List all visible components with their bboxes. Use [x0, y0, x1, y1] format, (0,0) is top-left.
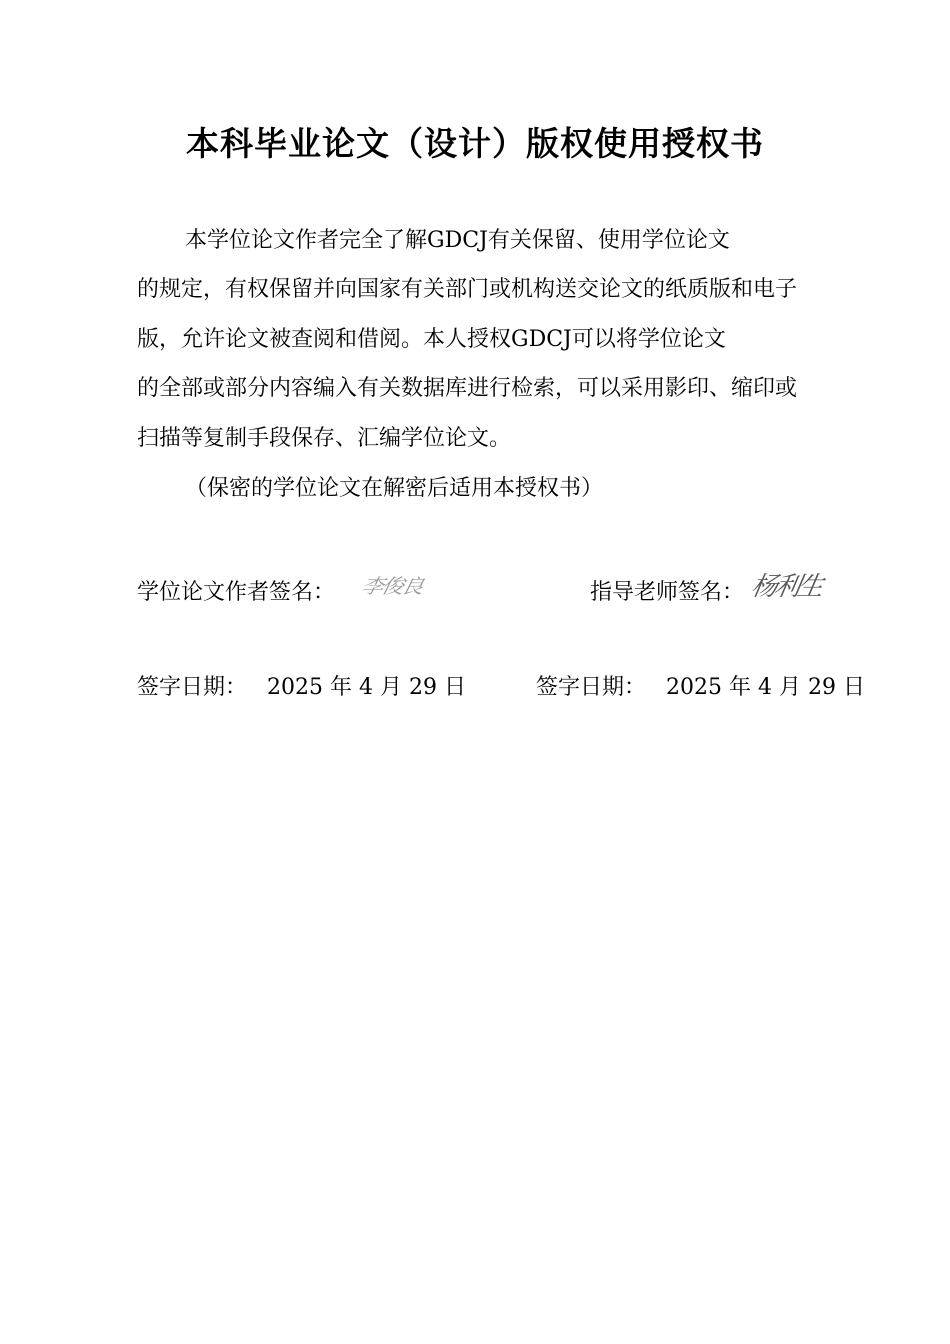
author-date-row — [137, 673, 466, 703]
body-paragraph-line-5: 扫描等复制手段保存、汇编学位论文。 — [137, 426, 512, 451]
confidential-note: （保密的学位论文在解密后适用本授权书） — [185, 476, 604, 501]
body-paragraph-line-3: 版，允许论文被查阅和借阅。本人授权GDCJ可以将学位论文 — [137, 327, 726, 352]
body-paragraph-line-1: 本学位论文作者完全了解GDCJ有关保留、使用学位论文 — [185, 228, 730, 253]
advisor-signature-label: 指导老师签名： — [590, 580, 745, 605]
advisor-date-row — [536, 673, 865, 703]
body-paragraph-line-4: 的全部或部分内容编入有关数据库进行检索，可以采用影印、缩印或 — [137, 376, 798, 401]
author-signature: 李俊良 — [359, 576, 425, 599]
advisor-signature: 杨利生 — [748, 572, 824, 602]
document-title: 本科毕业论文（设计）版权使用授权书 — [186, 124, 764, 163]
advisor-date-value: 2025 年 4 月 29 日 — [666, 675, 865, 700]
author-signature-label: 学位论文作者签名： — [137, 580, 336, 605]
author-date-label: 签字日期： — [137, 675, 248, 700]
body-paragraph-line-2: 的规定，有权保留并向国家有关部门或机构送交论文的纸质版和电子 — [137, 277, 798, 302]
advisor-date-label: 签字日期： — [536, 675, 647, 700]
author-date-value: 2025 年 4 月 29 日 — [267, 675, 466, 700]
